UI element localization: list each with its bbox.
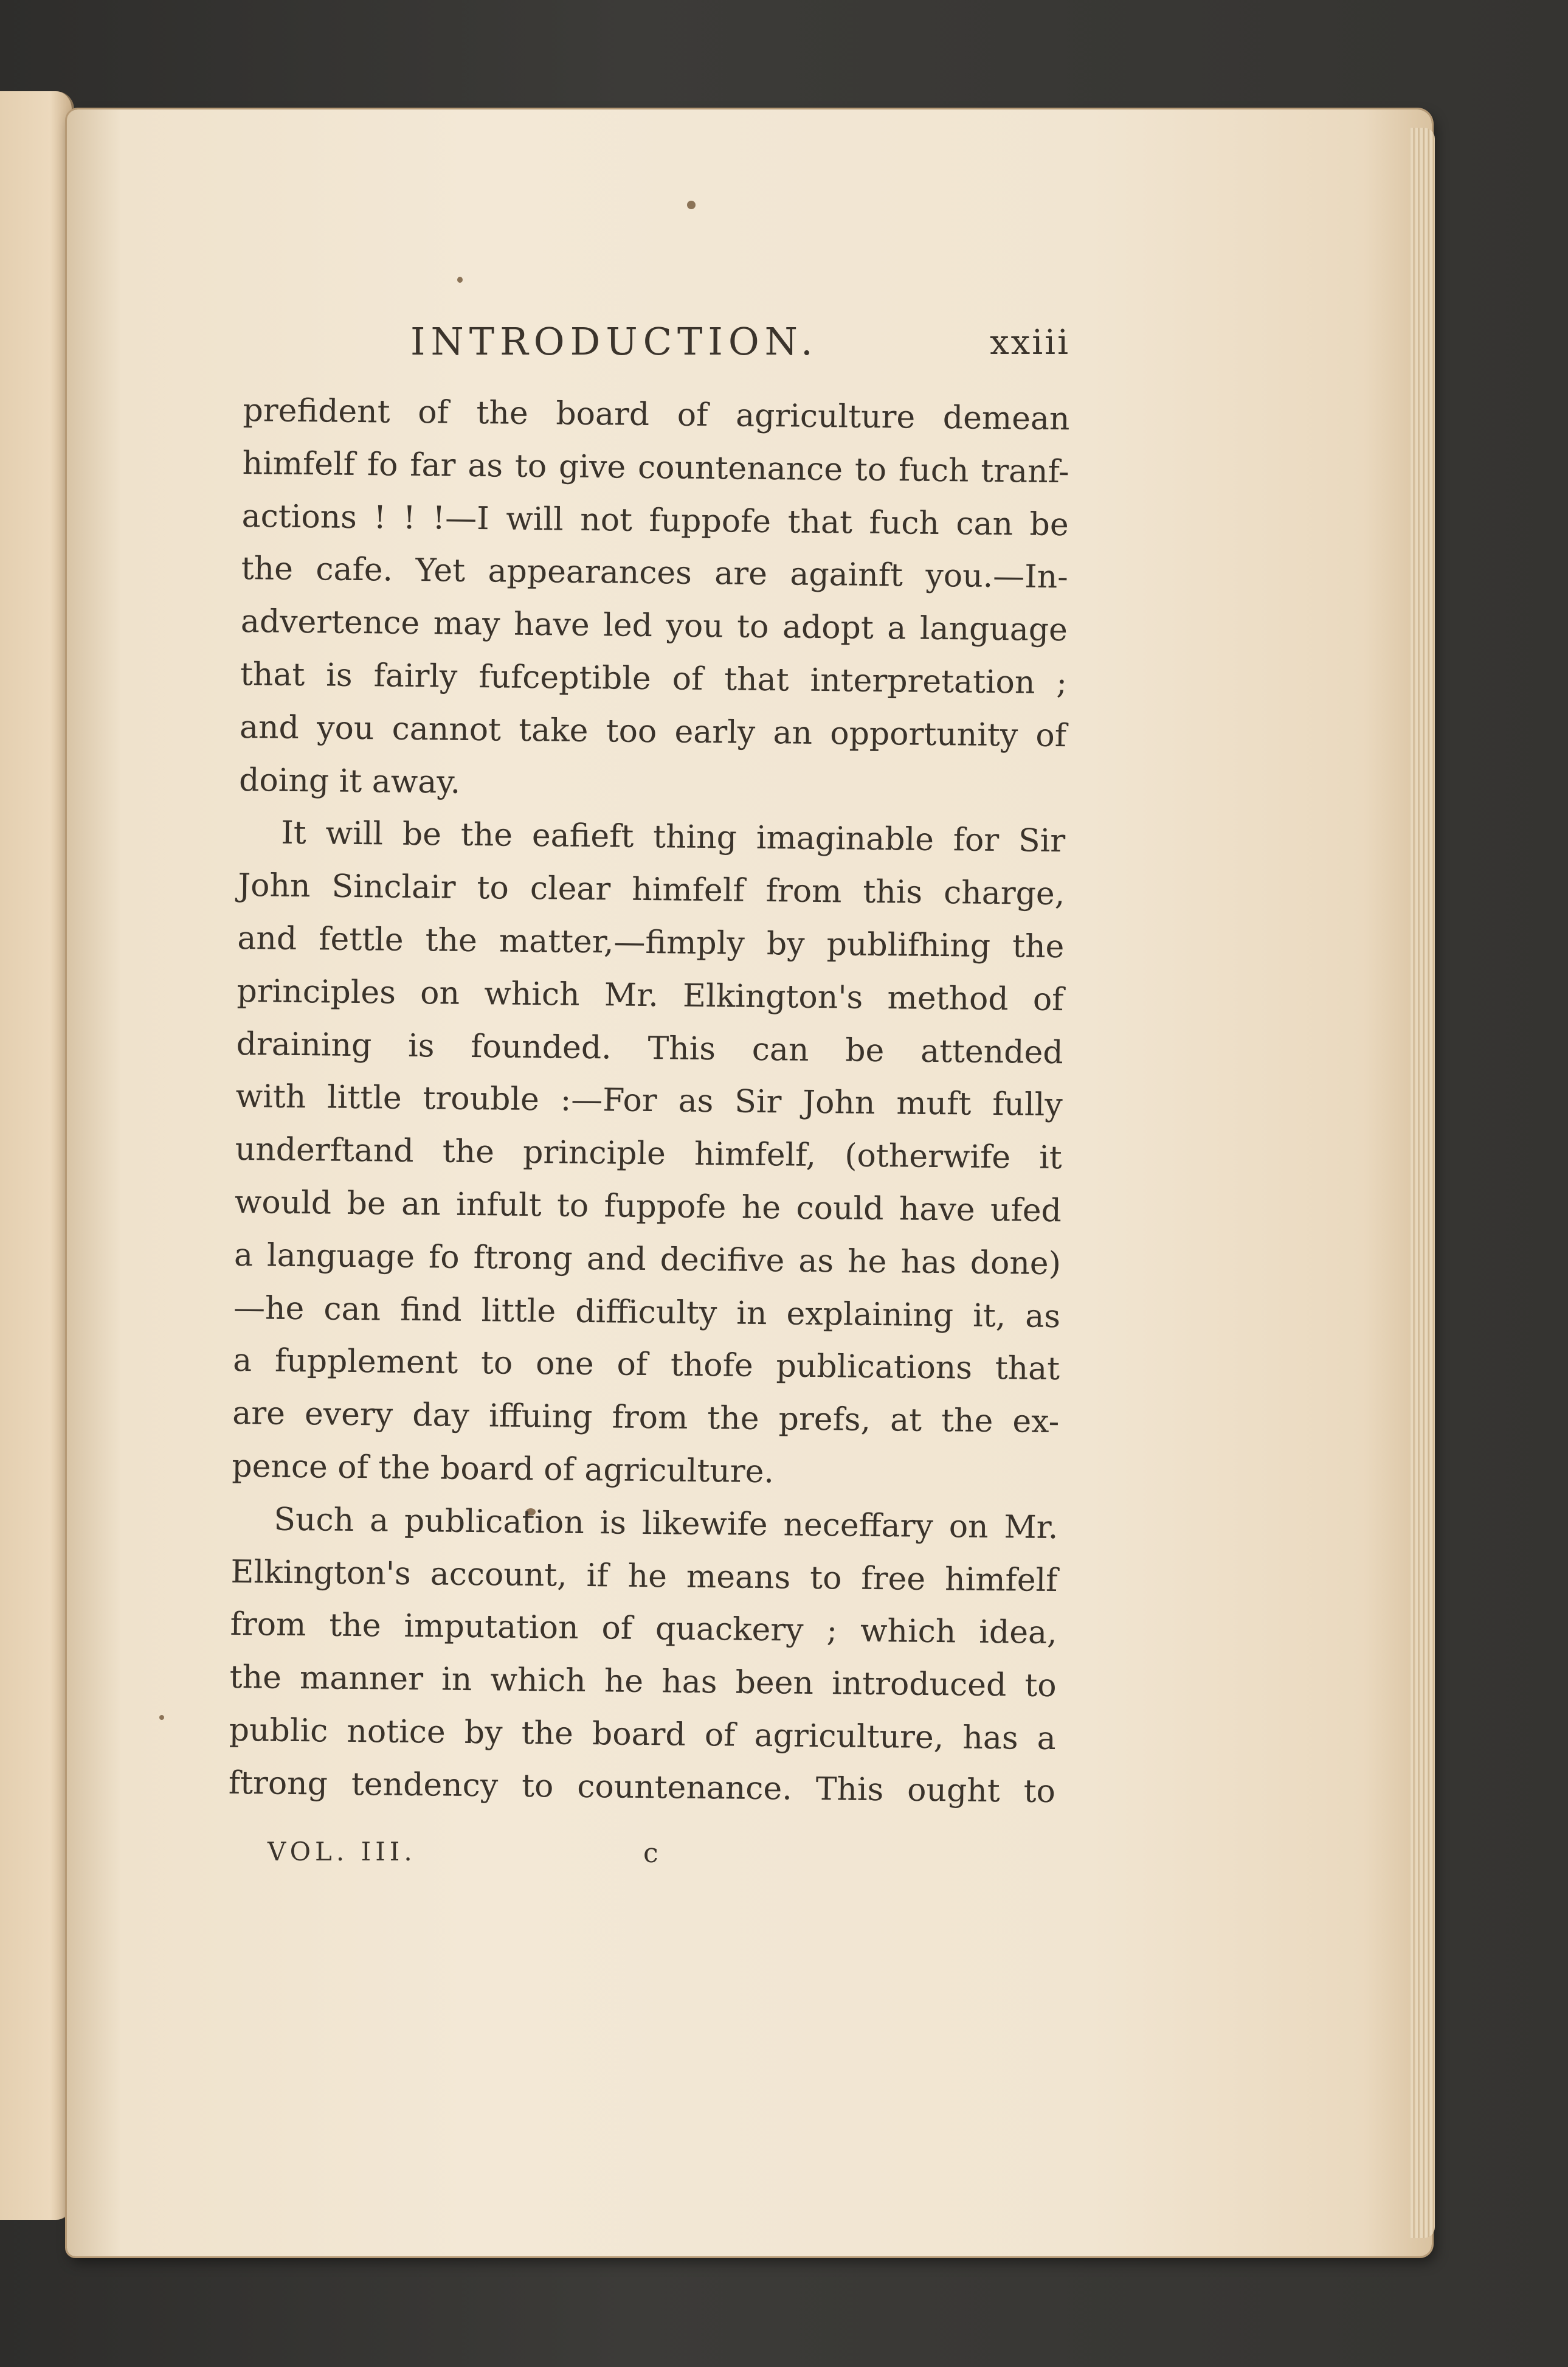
paragraph — [228, 1493, 1058, 1818]
text-line: are every day iffuing from the prefs, at the ex- — [232, 1395, 1060, 1441]
paragraph — [232, 806, 1066, 1502]
left-page-edge — [0, 91, 74, 2220]
paper-speck — [159, 1715, 164, 1720]
text-line: a language fo ftrong and decifive as he has done) — [233, 1236, 1062, 1282]
text-line: himfelf fo far as to give countenance to fuch tranf- — [242, 445, 1069, 491]
paper-speck — [457, 277, 463, 283]
text-line: a fupplement to one of thofe publications that — [232, 1342, 1060, 1388]
text-line: It will be the eafieft thing imaginable for Sir — [280, 815, 1066, 860]
page-stack-edge — [1411, 128, 1435, 2238]
text-line: pence of the board of agriculture. — [232, 1447, 775, 1491]
signature-mark: c — [643, 1838, 658, 1869]
text-line: prefident of the board of agriculture demean — [243, 392, 1070, 438]
text-line: and fettle the matter,—fimply by publifhing the — [237, 920, 1065, 966]
text-line: actions ! ! !—I will not fuppofe that fuch can be — [241, 497, 1069, 543]
text-line: —he can find little difficulty in explaining it, as — [233, 1289, 1061, 1335]
text-line: public notice by the board of agriculture, has a — [229, 1711, 1057, 1758]
paragraph — [239, 384, 1070, 816]
text-line: Elkington's account, if he means to free himfelf — [230, 1553, 1058, 1599]
text-line: principles on which Mr. Elkington's method of — [237, 972, 1064, 1018]
text-line: ftrong tendency to countenance. This ought to — [228, 1764, 1056, 1810]
text-line: from the imputation of quackery ; which idea, — [230, 1606, 1057, 1652]
running-title: INTRODUCTION. — [410, 319, 818, 364]
paper-speck — [687, 201, 696, 209]
running-header — [243, 319, 1070, 368]
text-line: would be an infult to fuppofe he could have ufed — [234, 1184, 1062, 1230]
page-number: xxiii — [990, 323, 1070, 362]
volume-marker: VOL. III. — [268, 1837, 416, 1866]
text-line: underftand the principle himfelf, (otherwife it — [235, 1131, 1063, 1177]
text-line: John Sinclair to clear himfelf from this charge, — [238, 867, 1065, 913]
text-line: draining is founded. This can be attended — [236, 1025, 1063, 1071]
text-line: the cafe. Yet appearances are againft you.—In- — [241, 550, 1069, 596]
page-footer — [268, 1837, 754, 1879]
text-line: doing it away. — [238, 761, 461, 801]
body-text — [228, 384, 1069, 1818]
text-line: the manner in which he has been introduced to — [229, 1659, 1057, 1705]
text-line: and you cannot take too early an opportunity of — [239, 709, 1067, 754]
text-line: advertence may have led you to adopt a language — [240, 603, 1068, 649]
text-line: that is fairly fufceptible of that interpretation ; — [240, 656, 1068, 702]
text-line: with little trouble :—For as Sir John muft fully — [235, 1078, 1063, 1124]
text-line: Such a publication is likewife neceffary on Mr. — [274, 1501, 1059, 1546]
